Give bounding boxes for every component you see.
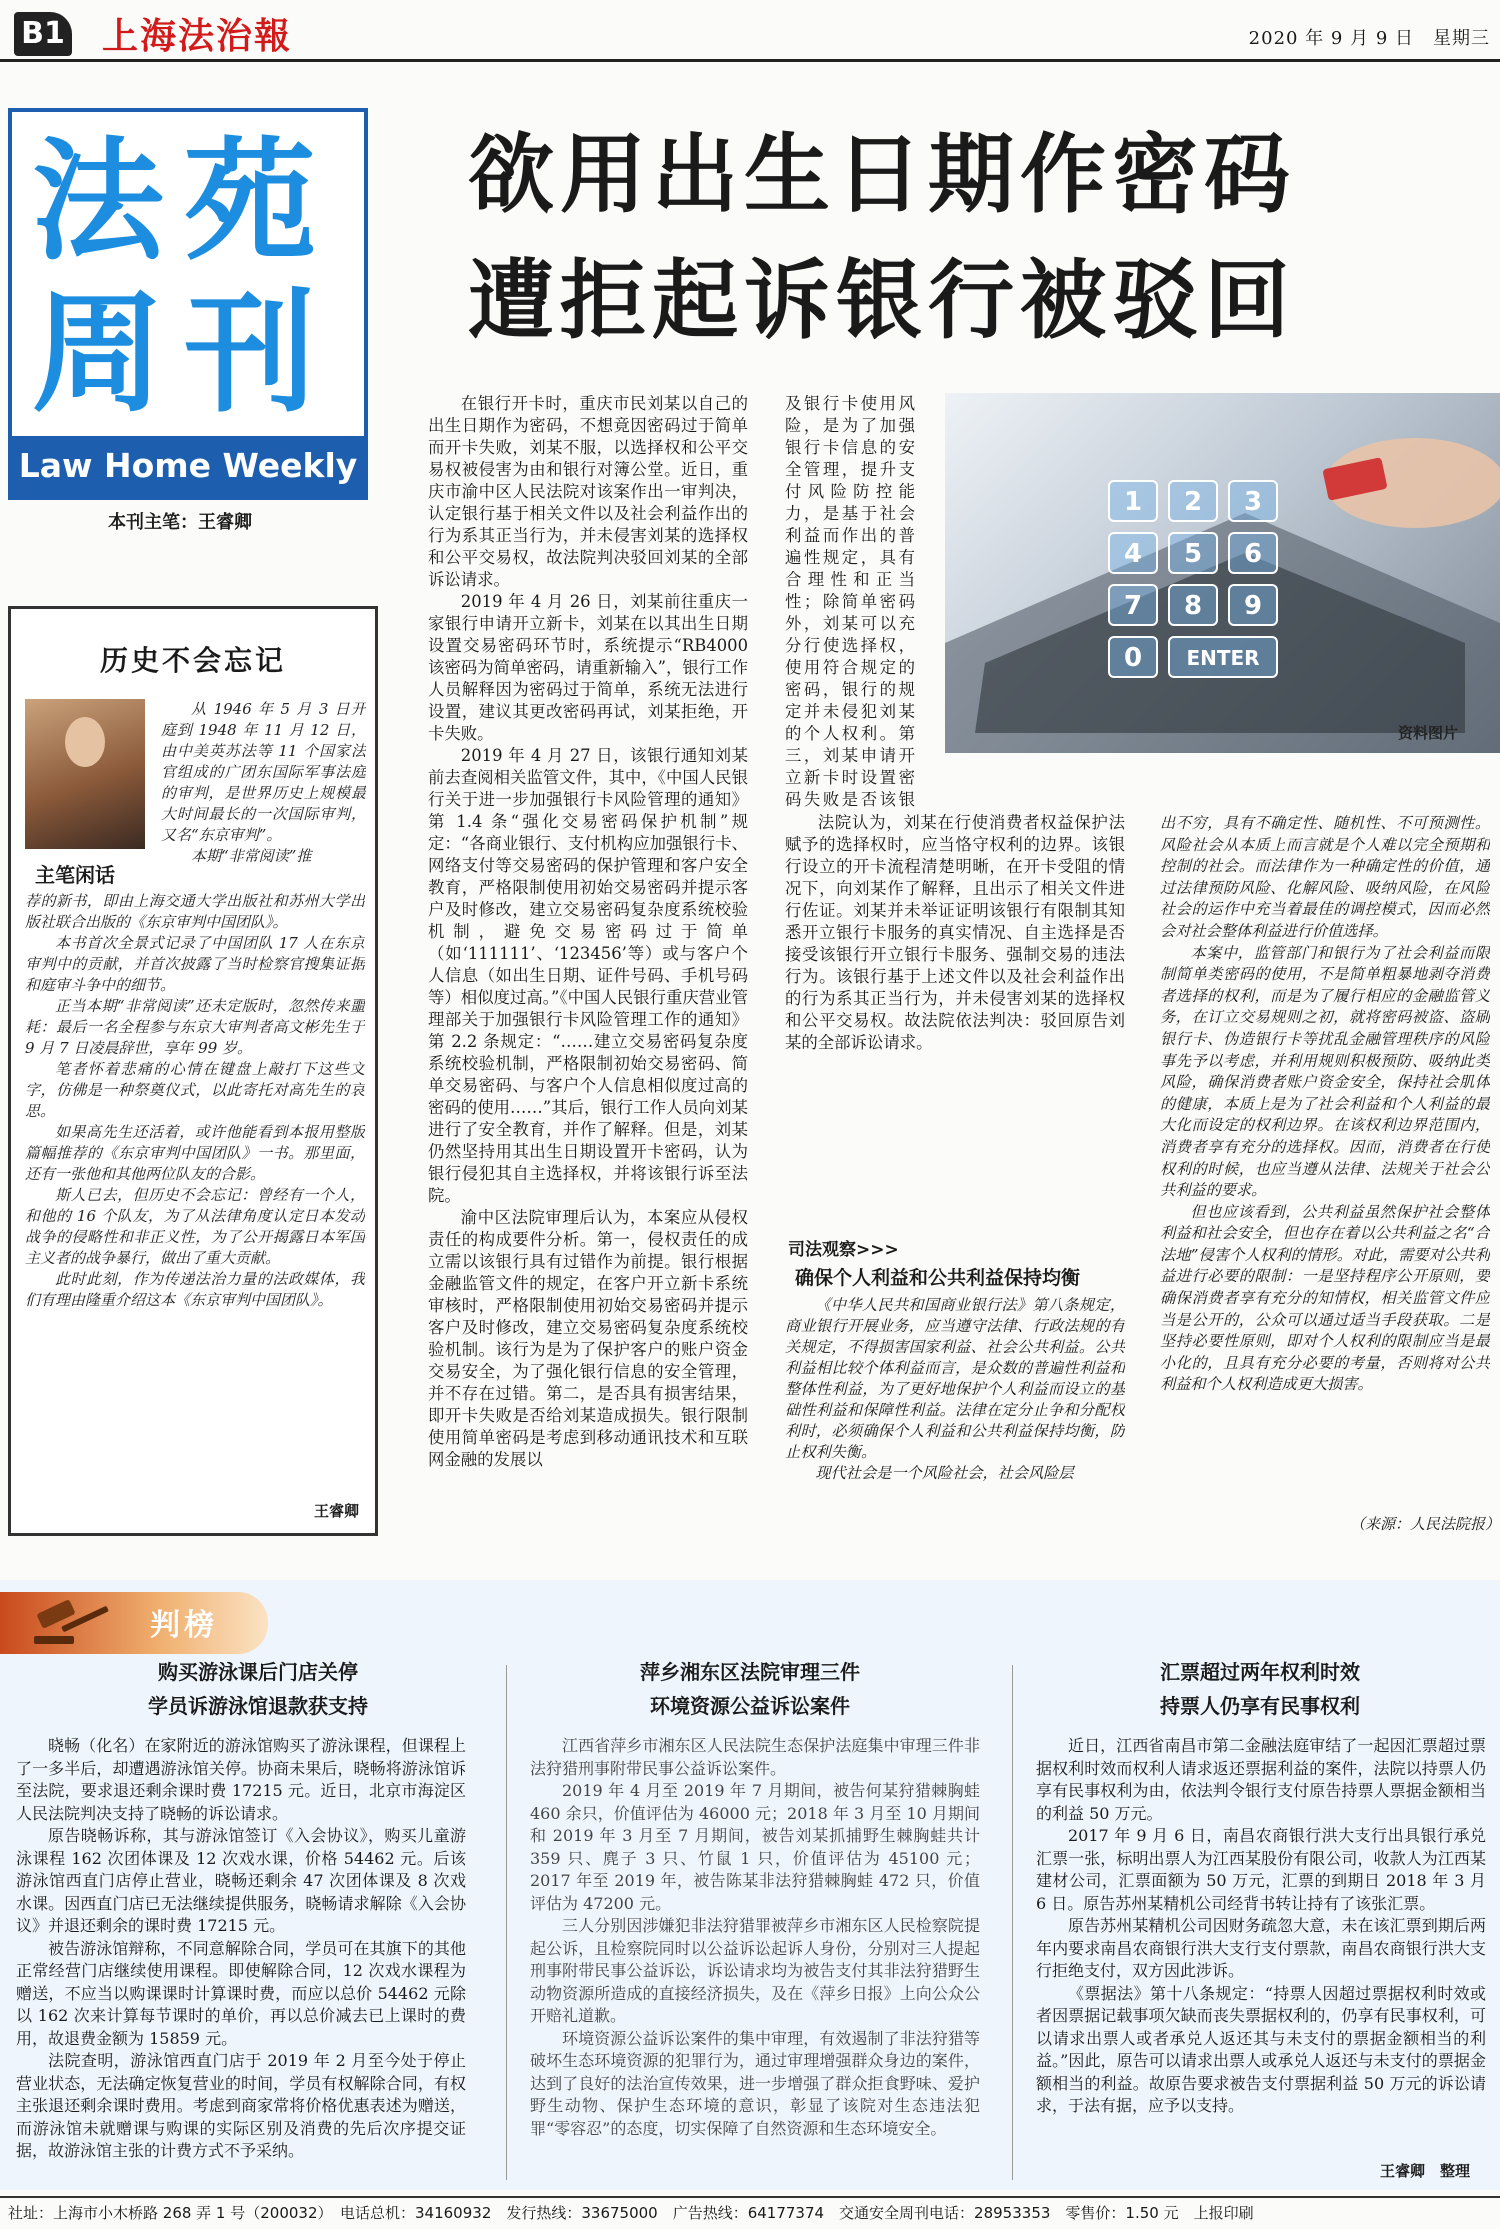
case-title-line: 购买游泳课后门店关停	[158, 1660, 358, 1684]
paragraph: 2017 年 9 月 6 日，南昌农商银行洪大支行出具银行承兑汇票一张，标明出票人为江西某股份有限公司，收款人为江西某建材公司，汇票面额为 50 万元，汇票的到期日 2018 年 3 月 6 日。原告苏州某精机公司经背书转让持有了该张汇票。	[1036, 1826, 1486, 1913]
sidebar-signature: 王睿卿	[313, 1502, 359, 1520]
case-title-line: 学员诉游泳馆退款获支持	[148, 1694, 368, 1718]
lead-article-column-2-cont	[785, 812, 1125, 1224]
case-3-signature: 王睿卿 整理	[1380, 2162, 1471, 2180]
chief-editor: 本刊主笔：王睿卿	[108, 512, 252, 533]
paragraph: 被告游泳馆辩称，不同意解除合同，学员可在其旗下的其他正常经营门店继续使用课程。即使解除合同，12 次戏水课程为赠送，不应当以购课课时计算课时费，而应以总价 54462 元除以 162 次来计算每节课时的单价，再以总价减去已上课时的费用，故退费金额为 15859 元。	[16, 1938, 466, 2048]
paragraph: 三人分别因涉嫌犯非法狩猎罪被萍乡市湘东区人民检察院提起公诉，且检察院同时以公益诉讼起诉人身份，分别对三人提起刑事附带民事公益诉讼，诉讼请求均为被告支付其非法狩猎野生动物资源所造成的直接经济损失，及在《萍乡日报》上向公众公开赔礼道歉。	[530, 1916, 980, 2025]
case-title-line: 汇票超过两年权利时效	[1160, 1660, 1360, 1684]
paragraph: 本期“非常阅读”推	[191, 847, 312, 865]
paragraph: 2019 年 4 月 26 日，刘某前往重庆一家银行申请开立新卡，刘某在以其出生日期设置交易密码环节时，系统提示“RB4000 该密码为简单密码，请重新输入”，银行工作人员解释因为密码过于简单，系统无法进行设置，建议其更改密码再试，刘某拒绝，开卡失败。	[428, 592, 748, 743]
paragraph: 如果高先生还活着，或许他能看到本报用整版篇幅推荐的《东京审判中国团队》一书。那里面，还有一张他和其他两位队友的合影。	[25, 1123, 365, 1183]
paragraph: 斯人已去，但历史不会忘记：曾经有一个人，和他的 16 个队友，为了从法律角度认定日本发动战争的侵略性和非正义性，为了公开揭露日本军国主义者的战争暴行，做出了重大贡献。	[25, 1186, 365, 1267]
keypad-key: 0	[1108, 636, 1158, 678]
lead-headline	[468, 112, 1478, 364]
keypad-key: 7	[1108, 584, 1158, 626]
page-footer: 社址：上海市小木桥路 268 弄 1 号（200032） 电话总机：34160932 发行热线：33675000 广告热线：64177374 交通安全周刊电话：28953353 零售价：1.50 元 上报印刷	[0, 2196, 1500, 2229]
paragraph: 原告苏州某精机公司因财务疏忽大意，未在该汇票到期后两年内要求南昌农商银行洪大支行支付票款，南昌农商银行洪大支行拒绝支付，双方因此涉诉。	[1036, 1916, 1486, 1980]
sidebar-intro	[161, 699, 366, 889]
paragraph: 现代社会是一个风险社会，社会风险层	[815, 1464, 1074, 1482]
headline-line-1: 欲用出生日期作密码	[468, 125, 1296, 225]
sidebar-body	[25, 891, 365, 1491]
keypad-key: 1	[1108, 480, 1158, 522]
case-3-title	[1040, 1655, 1480, 1723]
column-divider	[506, 1665, 507, 2180]
paragraph: 原告晓畅诉称，其与游泳馆签订《入会协议》，购买儿童游泳课程 162 次团体课及 12 次戏水课，价格 54462 元。后该游泳馆西直门店停止营业，晓畅还剩余 47 次团体课及 8 次戏水课。因西直门店已无法继续提供服务，晓畅请求解除《入会协议》并退还剩余的课时费 17215 元。	[16, 1826, 466, 1935]
section-kicker: 司法观察>>>	[788, 1240, 899, 1260]
page-header	[0, 0, 1500, 62]
paragraph: 此时此刻，作为传递法治力量的法政媒体，我们有理由隆重介绍这本《东京审判中国团队》。	[25, 1270, 365, 1309]
column-divider	[1012, 1665, 1013, 2180]
keypad-enter-key: ENTER	[1168, 636, 1278, 678]
keypad-key: 2	[1168, 480, 1218, 522]
columnist-sidebar	[8, 606, 378, 1536]
article-source: （来源：人民法院报）	[1350, 1515, 1500, 1533]
case-title-line: 萍乡湘东区法院审理三件	[640, 1660, 860, 1684]
keypad-key: 5	[1168, 532, 1218, 574]
paragraph: 《中华人民共和国商业银行法》第八条规定，商业银行开展业务，应当遵守法律、行政法规的有关规定，不得损害国家利益、社会公共利益。公共利益相比较个体利益而言，是众数的普遍性利益和整体性利益，为了更好地保护个人利益而设立的基础性利益和保障性利益。法律在定分止争和分配权利时，必须确保个人利益和公共利益保持均衡，防止权利失衡。	[785, 1296, 1125, 1461]
lead-article-column-1	[428, 393, 748, 1531]
paragraph: 本书首次全景式记录了中国团队 17 人在东京审判中的贡献，并首次披露了当时检察官搜集证据和庭审斗争中的细节。	[25, 934, 365, 994]
paragraph: 及银行卡使用风险，是为了加强银行卡信息的安全管理，提升支付风险防控能力，是基于社会利益而作出的普遍性规定，具有合理性和正当性；除简单密码外，刘某可以充分行使选择权，使用符合规定的密码，银行的规定并未侵犯刘某的个人权利。第三，刘某申请开立新卡时设置密码失败是否该银	[785, 394, 915, 809]
keypad-key: 9	[1228, 584, 1278, 626]
keypad-key: 4	[1108, 532, 1158, 574]
page-number: B1	[14, 12, 72, 56]
case-2-title	[530, 1655, 970, 1723]
paragraph: 《票据法》第十八条规定：“持票人因超过票据权利时效或者因票据记载事项欠缺而丧失票据权利的，仍享有民事权利，可以请求出票人或者承兑人返还其与未支付的票据金额相当的利益。”因此，原告可以请求出票人或承兑人返还与未支付的票据金额相当的利益。故原告要求被告支付票据利益 50 万元的诉讼请求，于法有据，应予以支持。	[1036, 1983, 1486, 2115]
commentary-column-2	[1160, 813, 1490, 1511]
case-1-body	[16, 1735, 466, 2185]
keypad-key: 3	[1228, 480, 1278, 522]
paragraph: 晓畅（化名）在家附近的游泳馆购买了游泳课程，但课程上了一多半后，却遭遇游泳馆关停。协商未果后，晓畅将游泳馆诉至法院，要求退还剩余课时费 17215 元。近日，北京市海淀区人民法院判决支持了晓畅的诉讼请求。	[16, 1736, 466, 1823]
case-3-body	[1036, 1735, 1486, 2155]
case-title-line: 环境资源公益诉讼案件	[650, 1694, 850, 1718]
keypad-key: 6	[1228, 532, 1278, 574]
paragraph: 正当本期“非常阅读”还未定版时，忽然传来噩耗：最后一名全程参与东京大审判者高文彬先生于 9 月 7 日凌晨辞世，享年 99 岁。	[25, 997, 365, 1057]
photo-credit: 资料图片	[1398, 724, 1459, 742]
paragraph: 近日，江西省南昌市第二金融法庭审结了一起因汇票超过票据权利时效而权利人请求返还票据利益的案件，法院以持票人仍享有民事权利为由，依法判令银行支付原告持票人票据金额相当的利益 50 万元。	[1036, 1736, 1486, 1823]
paragraph: 2019 年 4 月至 2019 年 7 月期间，被告何某狩猎棘胸蛙 460 余只，价值评估为 46000 元；2018 年 3 月至 10 月期间和 2019 年 3 月至 7 月期间，被告刘某抓捕野生棘胸蛙共计 359 只、麂子 3 只、竹鼠 1 只，价值评估为 45100 元；2017 年至 2019 年，被告陈某非法狩猎棘胸蛙 472 只，价值评估为 47200 元。	[530, 1781, 980, 1913]
author-caption: 主笔闲话	[35, 863, 115, 887]
paragraph: 出不穷，具有不确定性、随机性、不可预测性。风险社会从本质上而言就是个人难以完全预期和控制的社会。而法律作为一种确定性的价值，通过法律预防风险、化解风险、吸纳风险，在风险社会的运作中充当着最佳的调控模式，因而必然会对社会整体利益进行价值选择。	[1160, 814, 1490, 940]
sidebar-title: 历史不会忘记	[99, 644, 286, 677]
author-face	[65, 717, 105, 767]
lead-article-column-2	[785, 393, 915, 813]
paragraph: 在银行开卡时，重庆市民刘某以自己的出生日期作为密码，不想竟因密码过于简单而开卡失败，刘某不服，以选择权和公平交易权被侵害为由和银行对簿公堂。近日，重庆市渝中区人民法院对该案作出一审判决，认定银行基于相关文件以及社会利益作出的行为系其正当行为，并未侵害刘某的选择权和公平交易权，故法院判决驳回刘某的全部诉讼请求。	[428, 394, 748, 589]
commentary-column-1	[785, 1295, 1125, 1535]
brand-title-en: Law Home Weekly	[12, 436, 364, 496]
paragraph: 本案中，监管部门和银行为了社会利益而限制简单类密码的使用，不是简单粗暴地剥夺消费者选择的权利，而是为了履行相应的金融监管义务，在订立交易规则之初，就将密码被盗、盗刷银行卡、伪造银行卡等扰乱金融管理秩序的风险事先予以考虑，并利用规则积极预防、吸纳此类风险，确保消费者账户资金安全，保持社会肌体的健康，本质上是为了社会利益和个人利益的最大化而设定的权利边界。在该权利边界范围内，消费者享有充分的选择权。因而，消费者在行使权利的时候，也应当遵从法律、法规关于社会公共利益的要求。	[1160, 943, 1490, 1200]
section-tag-label: 判榜	[150, 1608, 218, 1643]
paragraph: 环境资源公益诉讼案件的集中审理，有效遏制了非法狩猎等破坏生态环境资源的犯罪行为，通过审理增强群众身边的案件，达到了良好的法治宣传效果，进一步增强了群众拒食野味、爱护野生动物、保护生态环境的意识，彰显了该院对生态违法犯罪“零容忍”的态度，切实保障了自然资源和生态环境安全。	[530, 2028, 980, 2138]
paragraph: 笔者怀着悲痛的心情在键盘上敲打下这些文字，仿佛是一种祭奠仪式，以此寄托对高先生的哀思。	[25, 1060, 365, 1120]
section-title: 确保个人利益和公共利益保持均衡	[795, 1267, 1081, 1289]
masthead-logo: 上海法治報	[102, 15, 293, 57]
case-2-body	[530, 1735, 980, 2185]
issue-date: 2020 年 9 月 9 日 星期三	[1248, 28, 1490, 49]
column-brand-block	[8, 108, 368, 500]
paragraph: 江西省萍乡市湘东区人民法院生态保护法庭集中审理三件非法狩猎刑事附带民事公益诉讼案件。	[530, 1736, 980, 1778]
paragraph: 荐的新书，即由上海交通大学出版社和苏州大学出版社联合出版的《东京审判中国团队》。	[25, 892, 365, 931]
paragraph: 法院认为，刘某在行使消费者权益保护法赋予的选择权时，应当恪守权利的边界。该银行设立的开卡流程清楚明晰，在开卡受阻的情况下，向刘某作了解释，且出示了相关文件进行佐证。刘某并未举证证明该银行有限制其知悉开立银行卡服务的真实情况、自主选择是否接受该银行开立银行卡服务、强制交易的违法行为。该银行基于上述文件以及社会利益作出的行为系其正当行为，并未侵害刘某的选择权和公平交易权。故法院依法判决：驳回原告刘某的全部诉讼请求。	[785, 813, 1125, 1052]
headline-line-2: 遭拒起诉银行被驳回	[468, 251, 1296, 351]
case-title-line: 持票人仍享有民事权利	[1160, 1694, 1360, 1718]
photo-keypad-overlay	[1108, 480, 1288, 690]
paragraph: 2019 年 4 月 27 日，该银行通知刘某前去查阅相关监管文件，其中，《中国人民银行关于进一步加强银行卡风险管理的通知》第 1.4 条“强化交易密码保护机制”规定：“各商业银行、支付机构应加强银行卡、网络支付等交易密码的保护管理和客户安全教育，严格限制使用初始交易密码并提示客户及时修改，建立交易密码复杂度系统校验机制，避免交易密码过于简单（如‘111111’、‘123456’等）或与客户个人信息（如出生日期、证件号码、手机号码等）相似度过高。”《中国人民银行重庆营业管理部关于加强银行卡风险管理工作的通知》第 2.2 条规定：“……建立交易密码复杂度系统校验机制，严格限制初始交易密码、简单交易密码、与客户个人信息相似度过高的密码的使用……”其后，银行工作人员向刘某进行了安全教育，并作了解释。但是，刘某仍然坚持用其出生日期设置开卡密码，认为银行侵犯其自主选择权，并将该银行诉至法院。	[428, 746, 748, 1205]
paragraph: 从 1946 年 5 月 3 日开庭到 1948 年 11 月 12 日，由中美英苏法等 11 个国家法官组成的广团东国际军事法庭的审判，是世界历史上规模最大时间最长的一次国际审判，又名“东京审判”。	[161, 700, 366, 844]
keypad-key: 8	[1168, 584, 1218, 626]
paragraph: 但也应该看到，公共利益虽然保护社会整体利益和社会安全，但也存在着以公共利益之名“合法地”侵害个人权利的情形。对此，需要对公共利益进行必要的限制：一是坚持程序公开原则，要确保消费者享有充分的知情权，相关监管文件应当是公开的，公众可以通过适当手段获取。二是坚持必要性原则，即对个人权利的限制应当是最小化的，且具有充分必要的考量，否则将对公共利益和个人权利造成更大损害。	[1160, 1202, 1490, 1394]
gavel-icon	[30, 1600, 120, 1646]
paragraph: 渝中区法院审理后认为，本案应从侵权责任的构成要件分析。第一，侵权责任的成立需以该银行具有过错作为前提。银行根据金融监管文件的规定，在客户开立新卡系统审核时，严格限制使用初始交易密码并提示客户及时修改，建立交易密码复杂度系统校验机制。该行为是为了保护客户的账户资金交易安全，为了强化银行信息的安全管理，并不存在过错。第二，是否具有损害结果，即开卡失败是否给刘某造成损失。银行限制使用简单密码是考虑到移动通讯技术和互联网金融的发展以	[428, 1208, 748, 1469]
brand-title-cn: 法苑周刊	[32, 125, 336, 431]
paragraph: 法院查明，游泳馆西直门店于 2019 年 2 月至今处于停止营业状态，无法确定恢复营业的时间，学员有权解除合同，有权主张退还剩余课时费用。考虑到商家常将价格优惠表述为赠送，而游泳馆未就赠课与购课的实际区别及消费的先后次序提交证据，故游泳馆主张的计费方式不予采纳。	[16, 2051, 466, 2160]
case-1-title	[38, 1655, 478, 1723]
author-photo	[25, 699, 145, 849]
